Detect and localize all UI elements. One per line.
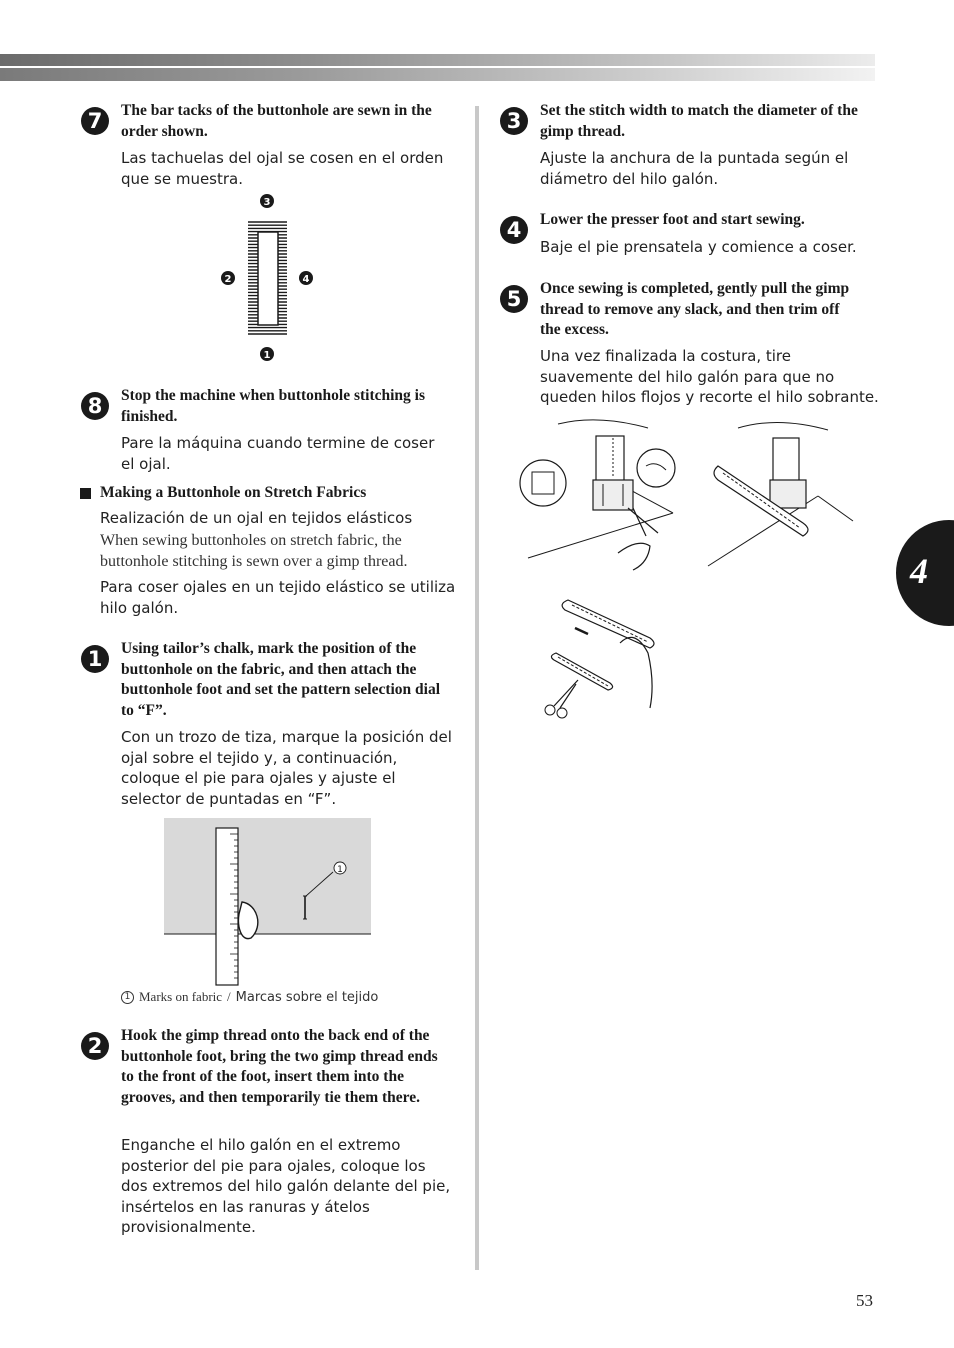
- header-band-top: [0, 54, 875, 66]
- detail-inset-right: [637, 449, 675, 487]
- step-5-title-es: Una vez finalizada la costura, tire suavemente del hilo galón para que no queden hilos flojos y recorte el hilo sobrante.: [540, 347, 879, 406]
- order-label-2: 2: [224, 274, 232, 285]
- caption-es: Marcas sobre el tejido: [235, 989, 379, 1005]
- section-bullet-icon: [80, 488, 91, 499]
- step-7-title-es: Las tachuelas del ojal se cosen en el orden que se muestra.: [121, 149, 444, 188]
- fabric-swatch: [164, 818, 371, 934]
- step-1-badge: 1: [81, 645, 109, 673]
- step-1-title-en: Using tailor’s chalk, mark the position of the buttonhole on the fabric, and then attach the buttonhole foot and set the pattern selection dial to “F”.: [121, 640, 441, 719]
- caption-separator: /: [227, 989, 231, 1004]
- step-8-title-es: Pare la máquina cuando termine de coser el ojal.: [121, 434, 435, 473]
- chapter-tab: [896, 520, 954, 626]
- step-8-title-en: Stop the machine when buttonhole stitching is finished.: [121, 387, 426, 425]
- section-intro-es: Para coser ojales en un tejido elástico se utiliza hilo galón.: [100, 578, 456, 617]
- step-7-title-en: The bar tacks of the buttonhole are sewn in the order shown.: [121, 102, 432, 140]
- step-3-title-en: Set the stitch width to match the diameter of the gimp thread.: [540, 102, 858, 140]
- step-8-badge: 8: [81, 392, 109, 420]
- step-2-title-es: Enganche el hilo galón en el extremo posterior del pie para ojales, coloque los dos extremos del hilo galón delante del pie, insértelos en las ranuras y átelos provisionalmente.: [121, 1136, 451, 1236]
- callout-number: 1: [337, 865, 343, 875]
- step-3-badge: 3: [500, 107, 528, 135]
- section-title-es: Realización de un ojal en tejidos elásticos: [100, 509, 413, 527]
- column-divider: [475, 106, 479, 1270]
- order-label-3: 3: [263, 197, 271, 208]
- bar-tack-order-diagram: [215, 190, 325, 365]
- step-7-badge: 7: [81, 107, 109, 135]
- gimp-thread-sewing-illustration: [518, 418, 858, 578]
- order-label-1: 1: [263, 350, 271, 361]
- scissors-icon: [545, 705, 555, 715]
- step-2-badge: 2: [81, 1032, 109, 1060]
- presser-foot-icon-2: [773, 438, 799, 486]
- presser-foot-icon: [596, 436, 624, 486]
- ruler: [216, 828, 238, 985]
- step-4-title-en: Lower the presser foot and start sewing.: [540, 211, 805, 228]
- fabric-marking-illustration: [164, 818, 372, 988]
- page-number: 53: [856, 1291, 873, 1310]
- hand-icon-2: [620, 637, 652, 708]
- step-1-title-es: Con un trozo de tiza, marque la posición del ojal sobre el tejido y, a continuación, coloque el pie para ojales y ajuste el selector de puntadas en “F”.: [121, 728, 452, 808]
- step-4-badge: 4: [500, 216, 528, 244]
- step-5-badge: 5: [500, 285, 528, 313]
- sewn-buttonhole-bottom: [551, 653, 612, 690]
- step-4-title-es: Baje el pie prensatela y comience a coser.: [540, 238, 857, 256]
- caption-en: Marks on fabric: [139, 989, 223, 1004]
- step-5-title-en: Once sewing is completed, gently pull the gimp thread to remove any slack, and then trim off the excess.: [540, 280, 850, 338]
- pull-arrow-icon: [575, 628, 588, 634]
- caption-number: 1: [121, 991, 134, 1004]
- gimp-thread-trim-illustration: [540, 598, 670, 723]
- header-band-bottom: [0, 68, 875, 81]
- step-3-title-es: Ajuste la anchura de la puntada según el diámetro del hilo galón.: [540, 149, 849, 188]
- step-2-title-en: Hook the gimp thread onto the back end of the buttonhole foot, bring the two gimp thread ends to the front of the foot, insert them into the grooves, and then temporarily tie them there.: [121, 1027, 438, 1106]
- fabric-caption: [121, 989, 378, 1005]
- section-intro-en: When sewing buttonholes on stretch fabric, the buttonhole stitching is sewn over a gimp thread.: [100, 532, 408, 570]
- section-heading: [80, 484, 366, 502]
- sewn-buttonhole-top: [562, 600, 654, 648]
- chapter-number: 4: [910, 551, 928, 591]
- order-label-4: 4: [302, 274, 310, 285]
- section-title-en: Making a Buttonhole on Stretch Fabrics: [100, 484, 367, 501]
- hand-icon: [618, 543, 650, 570]
